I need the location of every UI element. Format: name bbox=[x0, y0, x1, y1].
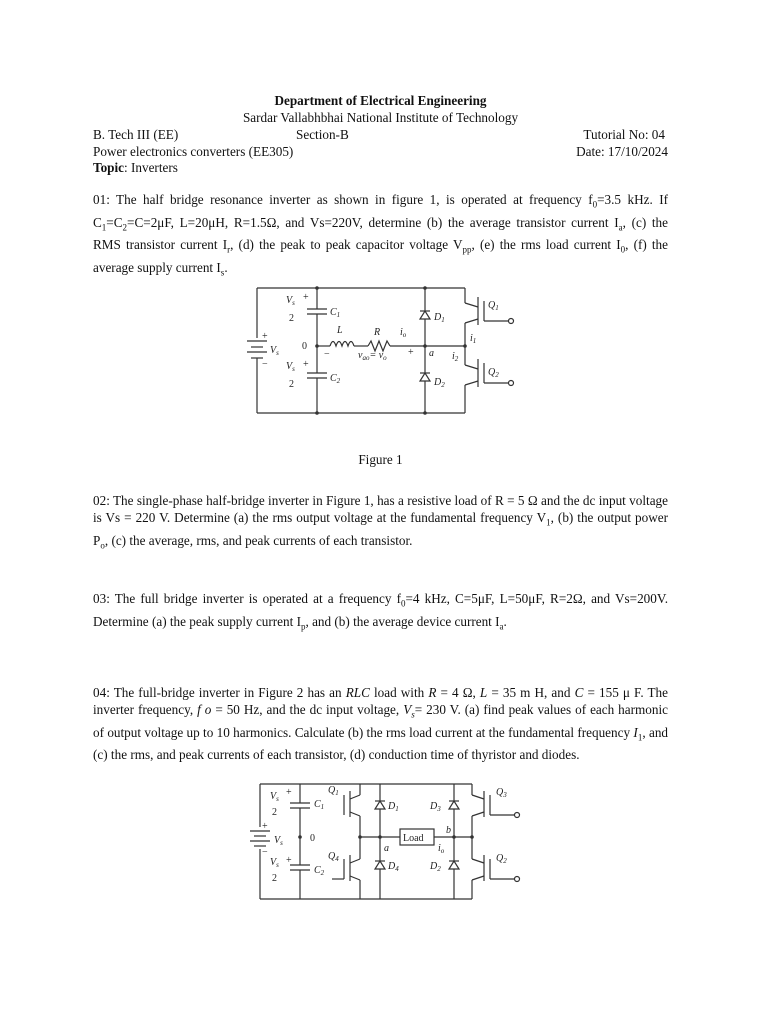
fig1-i2-label: $i_2$ bbox=[452, 351, 459, 363]
program-row bbox=[93, 126, 668, 143]
fig1-two-bottom-label: 2 bbox=[289, 379, 294, 390]
fig1-d1-label: $D_1$ bbox=[434, 312, 445, 324]
section-label: Section-B bbox=[296, 127, 349, 142]
fig2-vs-label: $V_s$ bbox=[274, 835, 283, 847]
fig1-l-label: L bbox=[337, 325, 343, 336]
fig1-vs2-bottom-label: $V_s$ bbox=[286, 361, 295, 373]
fig2-b-label: b bbox=[446, 825, 451, 836]
question-4: 04: The full-bridge inverter in Figure 2 has an RLC load with R = 4 Ω, L = 35 m H, and C = 155 μ F. The inverter frequency, f o = 50 Hz, and the dc input voltage, $V_s= 230$ V. (a) find peak values of each harmonic of output voltage up to 10 harmonics. Calculate (b) the rms load current at the fundamental frequency $I_1$, and (c) the rms, and peak currents of each transistor, (d) conduction time of thyristor and diodes. bbox=[93, 685, 668, 763]
institute-name: Sardar Vallabhbhai National Institute of Technology bbox=[242, 110, 519, 125]
course-row bbox=[93, 143, 668, 160]
fig2-d4-label: $D_4$ bbox=[388, 861, 399, 873]
fig2-load-label: Load bbox=[403, 833, 424, 844]
fig2-minus-bat: − bbox=[262, 847, 268, 858]
program-label: B. Tech III (EE) bbox=[93, 127, 179, 142]
fig2-a-label: a bbox=[384, 843, 389, 854]
tutorial-number: Tutorial No: 04 bbox=[583, 127, 665, 142]
fig1-i1-label: $i_1$ bbox=[470, 333, 477, 345]
fig1-plus-bat: + bbox=[262, 331, 268, 342]
fig2-zero-label: 0 bbox=[310, 833, 315, 844]
fig1-vs2-top-label: $V_s$ bbox=[286, 295, 295, 307]
topic-value: : Inverters bbox=[124, 160, 178, 175]
topic-label: Topic bbox=[93, 160, 125, 175]
fig2-q1-label: $Q_1$ bbox=[328, 785, 339, 797]
fig2-c1-label: $C_1$ bbox=[314, 799, 325, 811]
fig2-two-bottom: 2 bbox=[272, 873, 277, 884]
fig2-d3-label: $D_3$ bbox=[430, 801, 441, 813]
department-title: Department of Electrical Engineering bbox=[274, 93, 487, 108]
fig1-io-label: $i_o$ bbox=[400, 327, 407, 339]
fig2-vs2-bottom-label: $V_s$ bbox=[270, 857, 279, 869]
fig2-plus-bottom: + bbox=[286, 855, 292, 866]
fig2-c2-label: $C_2$ bbox=[314, 865, 325, 877]
fig1-c1-label: $C_1$ bbox=[330, 307, 341, 319]
topic-line bbox=[93, 159, 178, 176]
fig2-q4-label: $Q_4$ bbox=[328, 851, 339, 863]
fig2-q2-label: $Q_2$ bbox=[496, 853, 507, 865]
figure-2-full-bridge-circuit bbox=[232, 779, 532, 904]
fig1-c2-label: $C_2$ bbox=[330, 373, 341, 385]
figure-1-half-bridge-circuit bbox=[240, 283, 525, 418]
fig1-vs-label: $V_s$ bbox=[270, 345, 279, 357]
course-name: Power electronics converters (EE305) bbox=[93, 144, 294, 159]
fig2-q3-label: $Q_3$ bbox=[496, 787, 507, 799]
fig1-two-top-label: 2 bbox=[289, 313, 294, 324]
question-1: 01: The half bridge resonance inverter as shown in figure 1, is operated at frequency $f_0=3.5$ kHz. If $C_1=C_2=C=2\mu F$, L=20μH, R=1.5Ω, and Vs=220V, determine (b) the average transistor current $I_a$, (c) the RMS transistor current $I_r$, (d) the peak to peak capacitor voltage $V_{pp}$, (e) the rms load current $I_0$, (f) the average supply current $I_s$. bbox=[93, 192, 669, 278]
fig1-minus-vao: − bbox=[324, 349, 330, 360]
fig1-r-label: R bbox=[374, 327, 381, 338]
fig1-minus-bat: − bbox=[262, 359, 268, 370]
fig1-plus-top: + bbox=[303, 292, 309, 303]
fig1-zero-label: 0 bbox=[302, 341, 307, 352]
fig2-io-label: $i_o$ bbox=[438, 843, 445, 855]
figure-1-caption: Figure 1 bbox=[358, 452, 403, 467]
fig1-plus-bottom: + bbox=[303, 359, 309, 370]
fig1-vao-label: $v_{ao}= v_o$ bbox=[358, 350, 387, 362]
fig1-d2-label: $D_2$ bbox=[434, 377, 445, 389]
fig2-vs2-top-label: $V_s$ bbox=[270, 791, 279, 803]
tutorial-date: Date: 17/10/2024 bbox=[576, 144, 668, 159]
fig2-d2-label: $D_2$ bbox=[430, 861, 441, 873]
fig2-two-top: 2 bbox=[272, 807, 277, 818]
question-3: 03: The full bridge inverter is operated at a frequency $f_0=4$ kHz, C=5μF, L=50μF, R=2Ω, and Vs=200V. Determine (a) the peak supply current $I_p$, and (b) the average device current $I_a$. bbox=[93, 591, 668, 632]
fig2-plus-bat: + bbox=[262, 821, 268, 832]
fig1-a-label: a bbox=[429, 348, 434, 359]
fig1-q1-label: $Q_1$ bbox=[488, 300, 499, 312]
fig2-plus-top: + bbox=[286, 787, 292, 798]
question-2: 02: The single-phase half-bridge inverter in Figure 1, has a resistive load of R = 5 Ω and the dc input voltage is Vs = 220 V. Determine (a) the rms output voltage at the fundamental frequency $V_1$, (b) the output power $P_o$, (c) the average, rms, and peak currents of each transistor. bbox=[93, 493, 668, 551]
fig1-q2-label: $Q_2$ bbox=[488, 367, 499, 379]
fig2-d1-label: $D_1$ bbox=[388, 801, 399, 813]
fig1-plus-vao: + bbox=[408, 347, 414, 358]
